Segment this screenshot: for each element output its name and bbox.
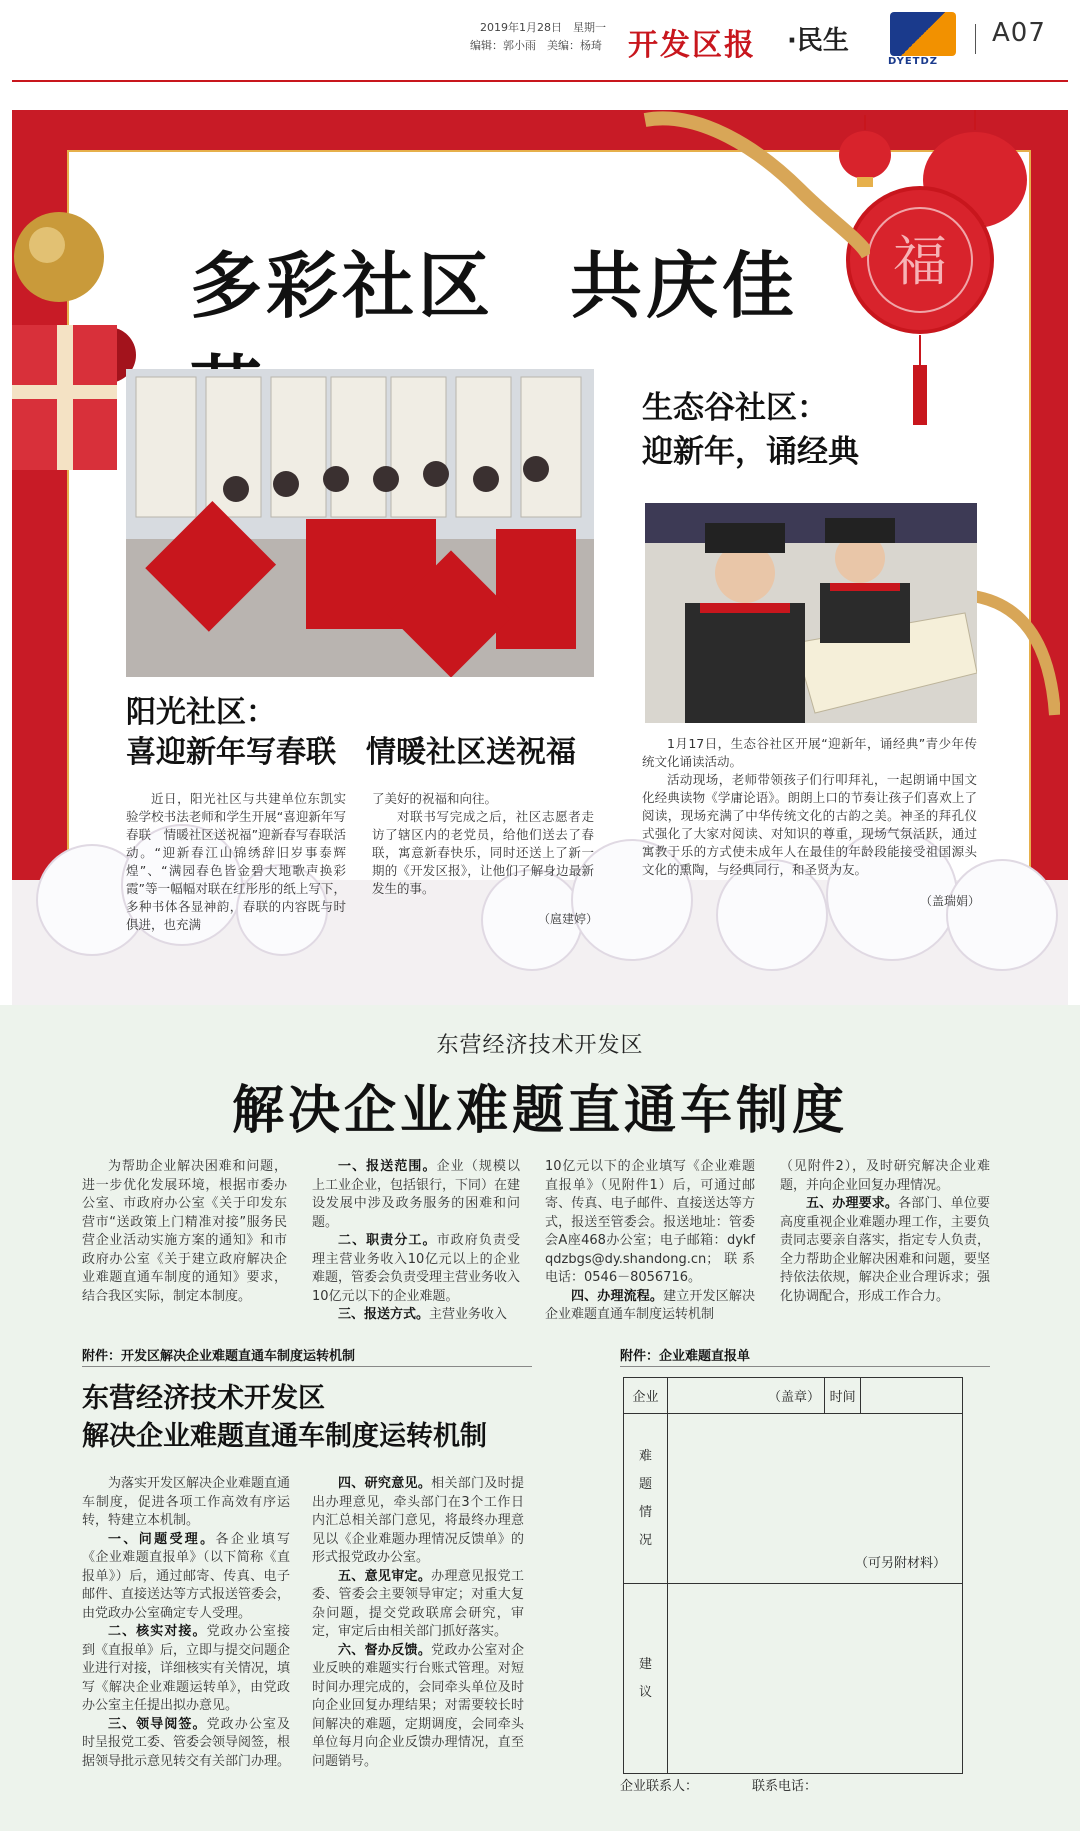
masthead-date: 2019年1月28日 星期一 [480, 21, 606, 34]
policy-item3-heading: 三、报送方式。 [338, 1307, 430, 1322]
mech-item5-text: 办理意见报党工委、管委会主要领导审定；对重大复杂问题，提交党政联席会研究，审定，审定后由相关部门抓好落实。 [312, 1568, 524, 1639]
form-suggestion-char: 议 [639, 1684, 653, 1700]
policy-item4-heading: 四、办理流程。 [571, 1288, 664, 1304]
section-name: ·民生 [787, 26, 849, 56]
form-suggestion-char: 建 [639, 1656, 653, 1672]
policy-item1-text: 企业（规模以上工业企业，包括银行，下同）在建设发展中涉及政务服务的困难和问题。 [312, 1159, 521, 1230]
gift-box-icon [12, 305, 122, 475]
policy-item2-text: 市政府负责受理主营业务收入10亿元以上的企业难题，管委会负责受理主营业务收入10亿元以下的企业难题。 [312, 1233, 521, 1304]
mech-item2-heading: 二、核实对接。 [108, 1624, 207, 1639]
form-attach-note: （可另附材料） [854, 1556, 946, 1571]
mech-item5-heading: 五、意见审定。 [338, 1568, 432, 1584]
attachment2-head-line2: 解决企业难题直通车制度运转机制 [82, 1421, 487, 1452]
yangguang-head-line1: 阳光社区： [126, 695, 276, 730]
shengtaigu-para1: 1月17日，生态谷社区开展“迎新年，诵经典”青少年传统文化诵读活动。 [642, 736, 977, 769]
tassel-icon [905, 335, 935, 435]
yangguang-para2: 了美好的祝福和向往。 [372, 791, 498, 806]
dyetdz-logo-text: DYETDZ [888, 56, 939, 67]
masthead-editors: 编辑：郭小雨 美编：杨琦 [470, 39, 602, 52]
attachment1-rule [620, 1366, 990, 1367]
masthead-rule [12, 80, 1068, 82]
mech-item3-text: 党政办公室及时呈报党工委、管委会领导阅签，根据领导批示意见转交有关部门办理。 [82, 1716, 291, 1769]
form-problem-char: 难 [639, 1448, 653, 1464]
form-company-label: 企业 [624, 1378, 668, 1414]
enterprise-problem-form [623, 1377, 963, 1774]
policy-item4-text: 建立开发区解决企业难题直通车制度运转机制 [545, 1288, 755, 1322]
attachment2-rule [82, 1366, 532, 1367]
attachment2-head-line1: 东营经济技术开发区 [82, 1383, 325, 1414]
mech-item6-text: 党政办公室对企业反映的难题实行台账式管理。对短时间办理完成的，会同牵头单位及时向企业回复办理结果；对需要较长时间解决的难题，定期调度，会同牵头单位每月向企业反馈办理情况，直至问题销号。 [312, 1642, 524, 1769]
mech-item2-text: 党政办公室接到《直报单》后，立即与提交问题企业进行对接，详细核实有关情况，填写《解决企业难题运转单》，由党政办公室主任提出拟办意见。 [82, 1624, 291, 1713]
masthead-divider [975, 24, 976, 54]
shengtaigu-head-line2: 迎新年，诵经典 [642, 434, 859, 470]
form-problem-char: 况 [639, 1532, 653, 1548]
policy-col3-text: 10亿元以下的企业填写《企业难题直报单》（见附件1）后，可通过邮寄、传真、电子邮件、直接送达等方式，报送至管委会。报送地址：管委会A座468办公室；电子邮箱：dykfqdzbgs@dy.shandong.cn；联系电话：0546－8056716。 [545, 1159, 755, 1285]
form-time-label: 时间 [824, 1378, 860, 1414]
policy-col4-text: （见附件2），及时研究解决企业难题，并向企业回复办理情况。 [780, 1159, 990, 1193]
form-problem-char: 情 [639, 1504, 653, 1520]
policy-headline: 解决企业难题直通车制度 [231, 1081, 848, 1141]
yangguang-credit: （扈建婷） [538, 912, 599, 926]
policy-kicker: 东营经济技术开发区 [436, 1033, 644, 1058]
form-phone-label: 联系电话： [752, 1779, 818, 1794]
mech-item4-text: 相关部门及时提出办理意见，牵头部门在3个工作日内汇总相关部门意见，将最终办理意见以《企业难题办理情况反馈单》的形式报党政办公室。 [312, 1476, 524, 1565]
mech-item6-heading: 六、督办反馈。 [338, 1642, 432, 1658]
yangguang-para1: 近日，阳光社区与共建单位东凯实验学校书法老师和学生开展“喜迎新年写春联 情暖社区送祝福”迎新春写春联活动。“迎新春江山锦绣辞旧岁事泰辉煌”、“满园春色皆金碧大地歌声换彩霞”等一幅幅对联在红彤彤的纸上写下，多种书体各显神韵，春联的内容既与时俱进，也充满 [126, 791, 346, 932]
policy-col4 [780, 1158, 990, 1306]
yangguang-para3: 对联书写完成之后，社区志愿者走访了辖区内的老党员，给他们送去了春联，寓意新春快乐，同时还送上了新一期的《开发区报》，让他们了解身边最新发生的事。 [372, 809, 594, 896]
form-problem-field[interactable] [668, 1414, 963, 1584]
attachment2-intro: 为落实开发区解决企业难题直通车制度，促进各项工作高效有序运转，特建立本机制。 [82, 1476, 291, 1528]
attachment1-label: 附件：企业难题直报单 [620, 1349, 751, 1364]
festive-headline: 多彩社区 共庆佳 [190, 244, 799, 328]
policy-item5-heading: 五、办理要求。 [806, 1196, 899, 1211]
gold-ball-icon [12, 210, 107, 305]
form-suggestion-label [624, 1584, 668, 1774]
policy-item3-text: 主营业务收入 [429, 1307, 508, 1322]
mech-item4-heading: 四、研究意见。 [338, 1476, 432, 1491]
page-number: A07 [992, 18, 1046, 48]
form-problem-char: 题 [639, 1476, 653, 1492]
policy-col2 [312, 1158, 520, 1325]
shengtaigu-para2: 活动现场，老师带领孩子们行叩拜礼，一起朗诵中国文化经典读物《学庸论语》。朗朗上口的节奏让孩子们喜欢上了阅读，现场充满了中华传统文化的古韵之美。神圣的拜孔仪式强化了大家对阅读、对知识的尊重，现场气氛活跃，通过寓教于乐的方式使未成年人在最佳的年龄段能接受祖国源头文化的熏陶，与经典同行，和圣贤为友。 [642, 772, 977, 877]
form-problem-label [624, 1414, 668, 1584]
form-suggestion-field[interactable] [668, 1584, 963, 1774]
policy-item5-text: 各部门、单位要高度重视企业难题办理工作，主要负责同志要亲自落实，指定专人负责，全力帮助企业解决困难和问题，要坚持依法依规，解决企业合理诉求；强化协调配合，形成工作合力。 [780, 1196, 990, 1304]
yangguang-head-line2: 喜迎新年写春联 情暖社区送祝福 [126, 735, 576, 770]
policy-col1: 为帮助企业解决困难和问题，进一步优化发展环境，根据市委办公室、市政府办公室《关于印发东营市“送政策上门精准对接”服务民营企业活动实施方案的通知》和市政府办公室《关于建立政府解决企业难题直通车制度的通知》要求，结合我区实际，制定本制度。 [82, 1159, 287, 1304]
fu-char: 福 [893, 230, 947, 293]
paper-name: 开发区报 [628, 28, 756, 63]
mech-item1-text: 各企业填写《企业难题直报单》（以下简称《直报单》）后，通过邮寄、传真、电子邮件、直接送达等方式报送管委会，由党政办公室确定专人受理。 [82, 1531, 291, 1621]
form-time-field[interactable] [861, 1378, 963, 1414]
shengtaigu-head-line1: 生态谷社区： [642, 390, 828, 426]
dyetdz-logo-icon [890, 12, 956, 56]
shengtaigu-credit: （盖瑞娟） [920, 894, 981, 908]
form-contact-label: 企业联系人： [620, 1779, 699, 1794]
policy-item1-heading: 一、报送范围。 [338, 1159, 437, 1174]
form-seal-label: （盖章） [668, 1378, 825, 1414]
mech-item3-heading: 三、领导阅签。 [108, 1716, 207, 1732]
policy-col3 [545, 1158, 755, 1325]
attachment2-left-col [82, 1475, 290, 1771]
mech-item1-heading: 一、问题受理。 [108, 1531, 216, 1547]
policy-item2-heading: 二、职责分工。 [338, 1233, 437, 1248]
yangguang-photo [126, 369, 594, 677]
attachment2-label: 附件：开发区解决企业难题直通车制度运转机制 [82, 1349, 356, 1364]
attachment2-right-col [312, 1475, 524, 1771]
shengtaigu-photo [645, 503, 977, 723]
